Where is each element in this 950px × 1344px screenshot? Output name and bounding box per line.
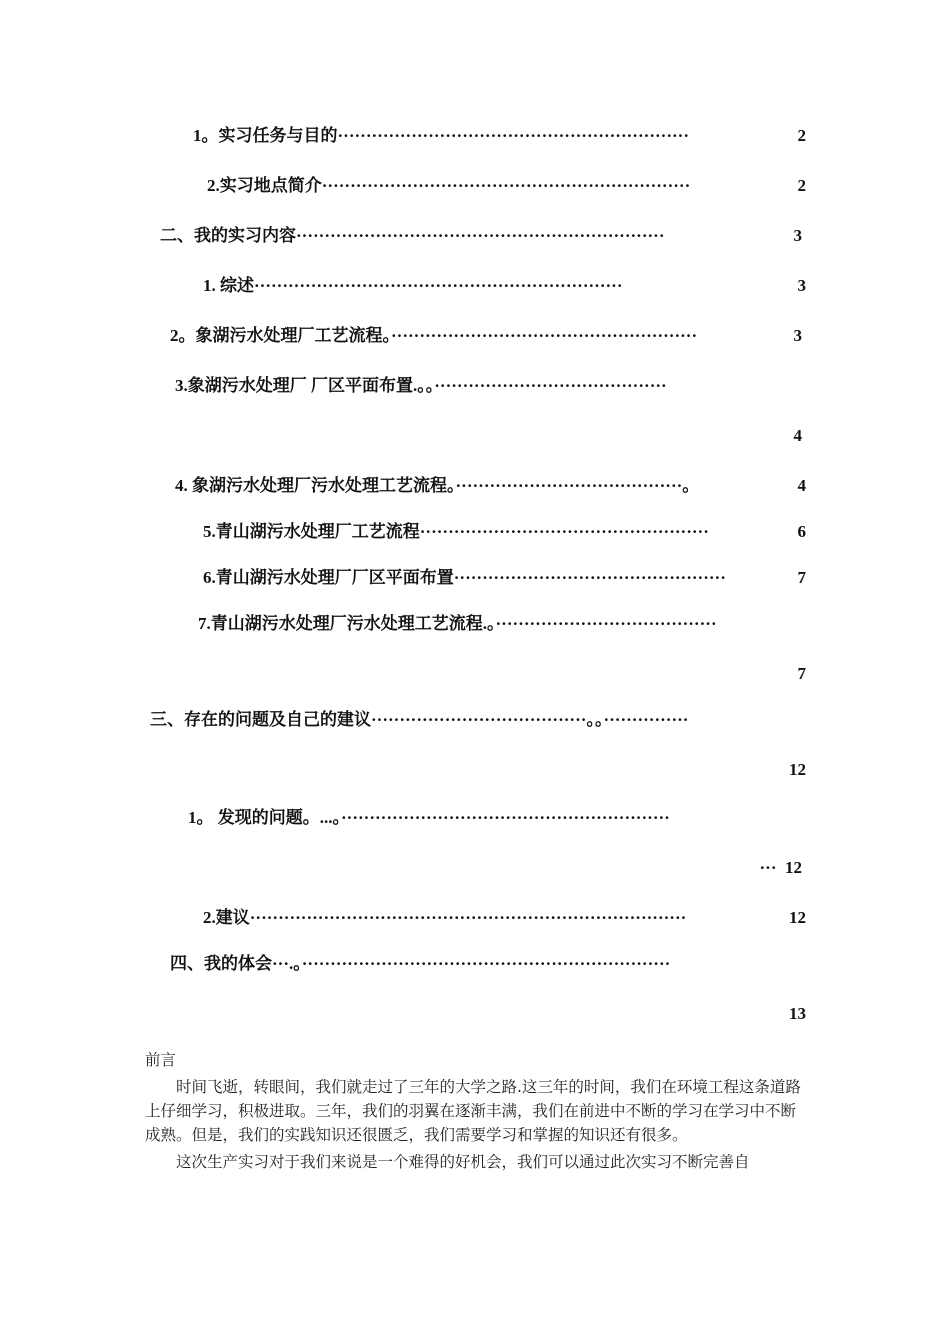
preface-paragraph: 这次生产实习对于我们来说是一个难得的好机会，我们可以通过此次实习不断完善自 <box>176 1153 750 1171</box>
toc-entry-4[interactable] <box>0 274 806 298</box>
toc-entry-8[interactable] <box>0 520 806 544</box>
toc-entry-11-page <box>0 758 806 782</box>
toc-entry-text: 四、我的体会···.。································································· <box>170 954 671 973</box>
toc-entry-text: 2.建议············································································· <box>203 908 687 927</box>
toc-entry-9[interactable] <box>0 566 806 590</box>
preface-heading: 前言 <box>145 1051 177 1069</box>
toc-entry-text: 2。象湖污水处理厂工艺流程。······················································ <box>170 326 698 345</box>
toc-entry-text: 1。实习任务与目的······························································ <box>193 126 690 145</box>
toc-page-number: 7 <box>797 664 806 683</box>
toc-entry-text: 三、存在的问题及自己的建议······································。。··············· <box>150 710 689 729</box>
toc-entry-text: 5.青山湖污水处理厂工艺流程··················································· <box>203 522 709 541</box>
toc-entry-11[interactable] <box>0 708 806 732</box>
toc-entry-6[interactable] <box>0 374 806 398</box>
toc-entry-text: 3.象湖污水处理厂 厂区平面布置.。。········································· <box>175 376 667 395</box>
preface-paragraph: 时间飞逝，转眼间，我们就走过了三年的大学之路.这三年的时间，我们在环境工程这条道路上仔细学习，积极进取。三年，我们的羽翼在逐渐丰满，我们在前进中不断的学习在学习中不断成熟。但是，我们的实践知识还很匮乏，我们需要学习和掌握的知识还有很多。 <box>145 1078 801 1144</box>
toc-page-number: 3 <box>793 226 802 245</box>
toc-entry-text: 二、我的实习内容································································· <box>160 226 665 245</box>
toc-page-number: 2 <box>797 126 806 145</box>
toc-page-number: ··· 12 <box>759 858 802 877</box>
toc-entry-text: 1。 发现的问题。...。·························································· <box>188 808 670 827</box>
toc-entry-10-page <box>0 662 806 686</box>
toc-page-number: 3 <box>793 326 802 345</box>
toc-entry-3[interactable] <box>0 224 802 248</box>
toc-entry-14[interactable] <box>0 952 806 976</box>
toc-page-number: 4 <box>793 426 802 445</box>
toc-entry-text: 4. 象湖污水处理厂污水处理工艺流程。········································。 <box>175 476 700 495</box>
preface-section <box>145 1048 810 1174</box>
toc-page-number: 4 <box>797 476 806 495</box>
toc-page-number: 6 <box>797 522 806 541</box>
toc-entry-text: 2.实习地点简介································································· <box>207 176 691 195</box>
toc-page-number: 3 <box>797 276 806 295</box>
toc-entry-10[interactable] <box>0 612 806 636</box>
toc-entry-1[interactable] <box>0 124 806 148</box>
toc-entry-12-page <box>0 856 802 880</box>
toc-entry-text: 6.青山湖污水处理厂厂区平面布置················································ <box>203 568 726 587</box>
toc-page-number: 7 <box>797 568 806 587</box>
toc-entry-13[interactable] <box>0 906 806 930</box>
toc-entry-5[interactable] <box>0 324 802 348</box>
toc-page-number: 12 <box>785 906 806 930</box>
toc-page-number: 12 <box>789 760 806 779</box>
toc-page-number: 13 <box>789 1004 806 1023</box>
toc-page-number: 2 <box>797 176 806 195</box>
toc-entry-6-page <box>0 424 802 448</box>
toc-entry-12[interactable] <box>0 806 806 830</box>
toc-entry-2[interactable] <box>0 174 806 198</box>
toc-entry-text: 7.青山湖污水处理厂污水处理工艺流程.。······································· <box>198 614 717 633</box>
toc-entry-14-page <box>0 1002 806 1026</box>
toc-entry-text: 1. 综述································································· <box>203 276 623 295</box>
toc-entry-7[interactable] <box>0 474 806 498</box>
